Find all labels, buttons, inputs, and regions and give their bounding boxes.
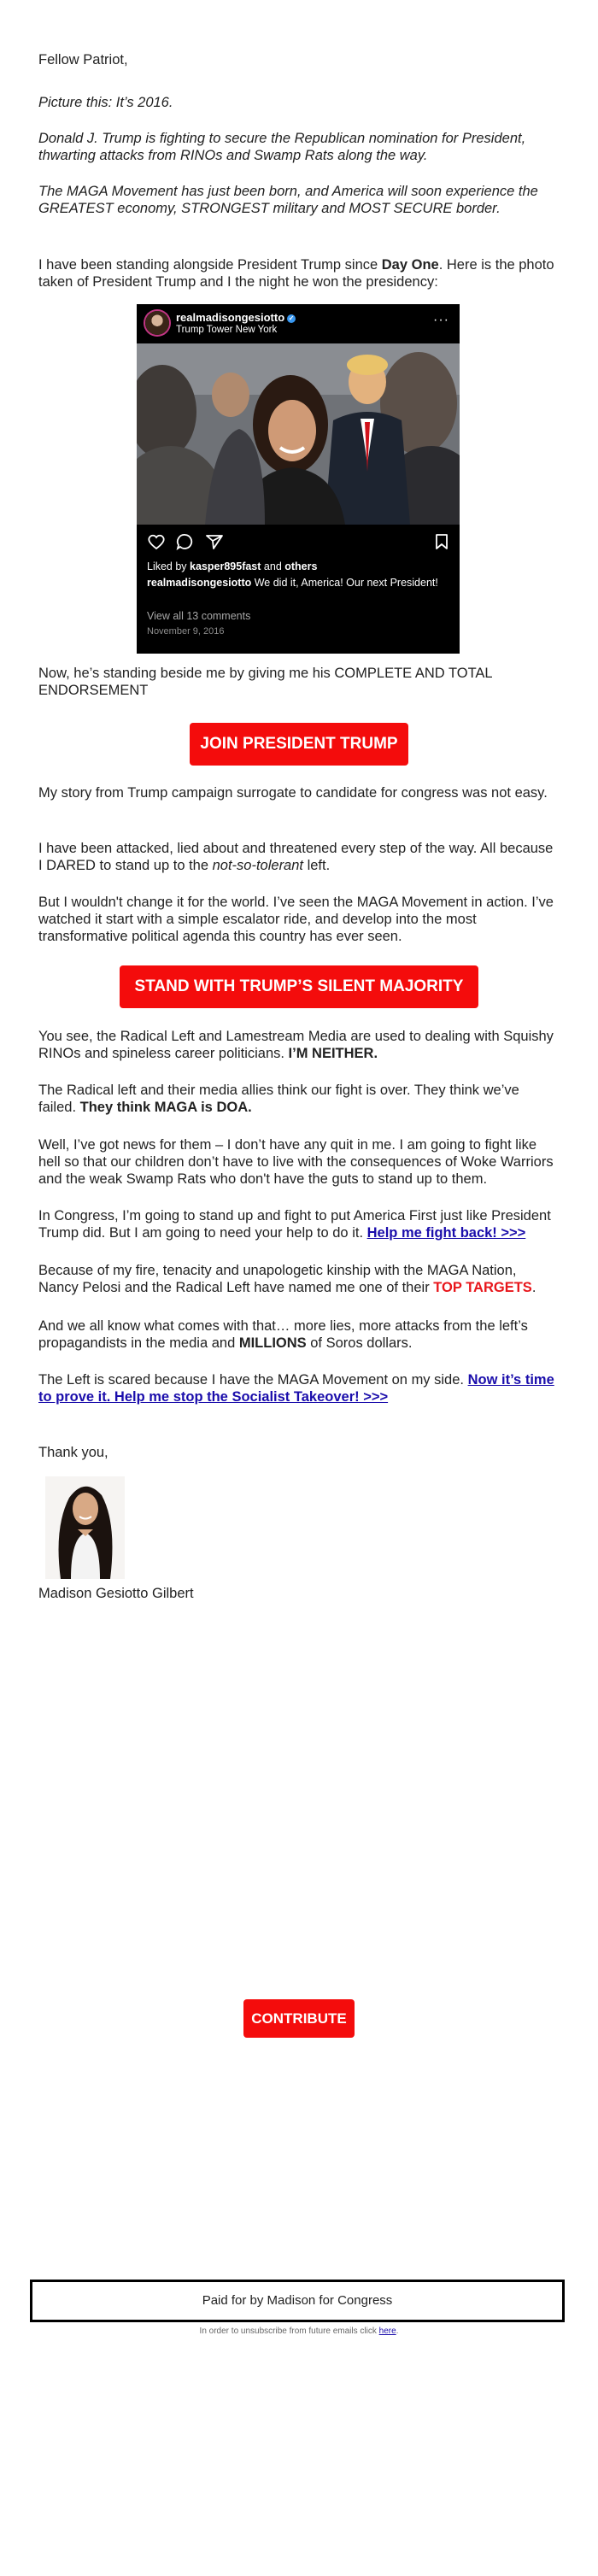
paragraph-endorsement: Now, he’s standing beside me by giving me his COMPLETE AND TOTAL ENDORSEMENT [38, 666, 492, 698]
silent-majority-button[interactable]: STAND WITH TRUMP’S SILENT MAJORITY [120, 965, 478, 1008]
instagram-post [137, 304, 460, 654]
paid-for-text: Paid for by Madison for Congress [202, 2293, 393, 2308]
liked-others-link[interactable]: others [284, 560, 318, 572]
instagram-actions [137, 528, 460, 554]
intro-line-1: Picture this: It’s 2016. [38, 95, 173, 110]
paragraph-scared: The Left is scared because I have the MAGA Movement on my side. Now it’s time to prove it. Help me stop the Socialist Takeover! >>> [38, 1372, 554, 1405]
victory-night-photo [137, 343, 460, 525]
greeting: Fellow Patriot, [38, 52, 128, 67]
instagram-header [137, 304, 460, 342]
post-date: November 9, 2016 [147, 626, 225, 637]
paragraph-top-targets: Because of my fire, tenacity and unapologetic kinship with the MAGA Nation, Nancy Pelosi and the Radical Left have named me one of their TOP TARGETS. [38, 1263, 536, 1295]
top-targets-text: TOP TARGETS [433, 1280, 532, 1295]
paragraph-news: Well, I’ve got news for them – I don’t have any quit in me. I am going to fight like hell so that our children don’t have to live with the consequences of Woke Warriors and the weak Swamp Rats who don't have the guts to stand up to them. [38, 1137, 554, 1187]
view-comments-link[interactable]: View all 13 comments [147, 610, 251, 622]
paragraph-media-allies: The Radical left and their media allies think our fight is over. They think we’ve failed. They think MAGA is DOA. [38, 1083, 519, 1115]
verified-badge-icon: ✓ [288, 314, 295, 322]
contribute-button[interactable]: CONTRIBUTE [243, 1999, 355, 2038]
paragraph-story: My story from Trump campaign surrogate to candidate for congress was not easy. [38, 785, 548, 801]
photo-illustration [137, 343, 460, 525]
avatar [145, 311, 169, 335]
bookmark-icon[interactable] [434, 533, 449, 550]
more-options-icon[interactable]: ··· [433, 313, 449, 327]
instagram-username[interactable]: realmadisongesiotto [176, 311, 285, 324]
intro-line-2: Donald J. Trump is fighting to secure the Republican nomination for President, thwarting attacks from RINOs and Swamp Rats along the way. [38, 131, 526, 163]
signoff: Thank you, [38, 1445, 108, 1460]
instagram-caption: realmadisongesiotto We did it, America! Our next President! [147, 577, 438, 589]
caption-username[interactable]: realmadisongesiotto [147, 577, 252, 589]
paragraph-attacked: I have been attacked, lied about and threatened every step of the way. All because I DARED to stand up to the not-so-tolerant left. [38, 841, 554, 873]
join-president-trump-button[interactable]: JOIN PRESIDENT TRUMP [190, 723, 408, 766]
candidate-photo [45, 1476, 125, 1579]
candidate-portrait-illustration [45, 1476, 125, 1579]
unsubscribe-link[interactable]: here [378, 2327, 396, 2336]
paragraph-soros: And we all know what comes with that… more lies, more attacks from the left’s propagandists in the media and MILLIONS of Soros dollars. [38, 1318, 528, 1351]
intro-line-3: The MAGA Movement has just been born, and America will soon experience the GREATEST economy, STRONGEST military and MOST SECURE border. [38, 184, 538, 216]
paragraph-wouldnt-change: But I wouldn't change it for the world. I’ve seen the MAGA Movement in action. I’ve watched it start with a simple escalator ride, and develop into the most transformative political agenda this country has ever seen. [38, 895, 554, 944]
unsubscribe-line: In order to unsubscribe from future emails click here. [199, 2327, 399, 2336]
heart-icon[interactable] [147, 533, 166, 550]
stop-socialist-takeover-link[interactable]: Now it’s time to prove it. Help me stop the Socialist Takeover! >>> [38, 1372, 554, 1405]
paragraph-standing: I have been standing alongside President Trump since Day One. Here is the photo taken of President Trump and I the night he won the presidency: [38, 257, 554, 290]
signature-name: Madison Gesiotto Gilbert [38, 1586, 194, 1601]
instagram-likes: Liked by kasper895fast and others [147, 560, 318, 572]
comment-icon[interactable] [176, 533, 195, 550]
paragraph-congress: In Congress, I’m going to stand up and fight to put America First just like President Trump did. But I am going to need your help to do it. Help me fight back! >>> [38, 1208, 551, 1241]
instagram-location[interactable]: Trump Tower New York [176, 325, 278, 335]
share-icon[interactable] [205, 533, 224, 550]
paragraph-radical-left: You see, the Radical Left and Lamestream Media are used to dealing with Squishy RINOs and spineless career politicians. I’M NEITHER. [38, 1029, 554, 1061]
help-me-fight-back-link[interactable]: Help me fight back! >>> [366, 1225, 526, 1241]
paid-for-box [30, 2280, 565, 2322]
liked-user-link[interactable]: kasper895fast [190, 560, 261, 572]
